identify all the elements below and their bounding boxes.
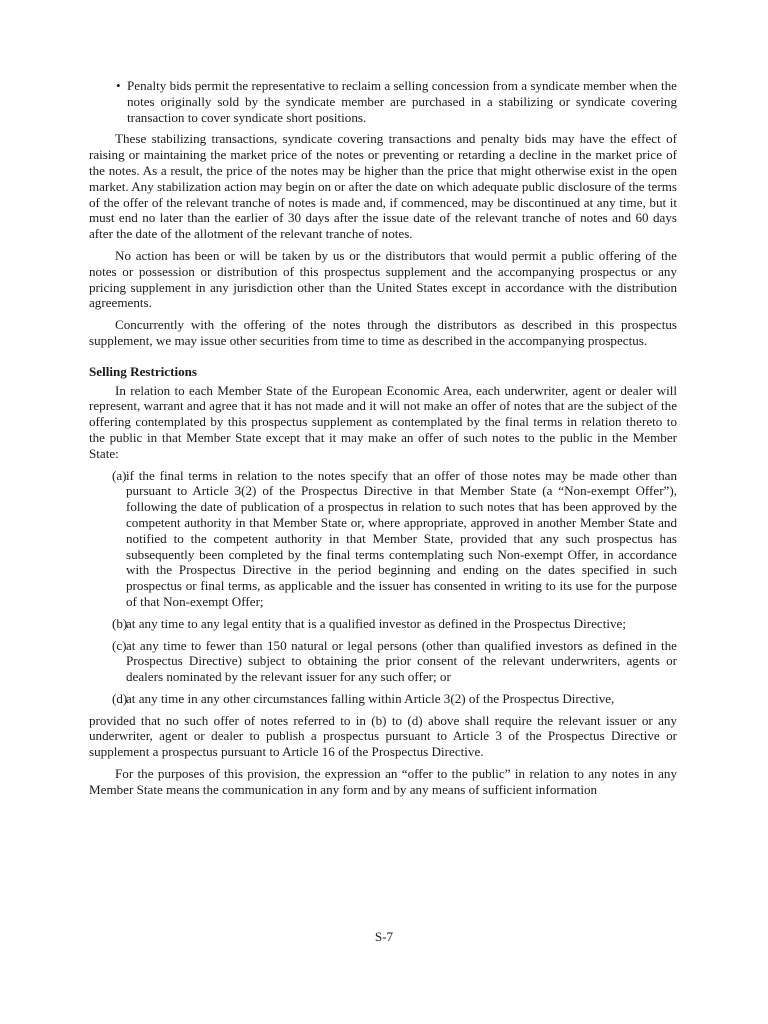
- list-item-text: at any time to fewer than 150 natural or legal persons (other than qualified investors as defined in the Prospectus Directive) subject to obtaining the prior consent of the relevant underwriters, agents or dealers nominated by the relevant issuer for any such offer; or: [126, 637, 677, 685]
- list-marker: (d): [112, 690, 128, 706]
- page-number: S-7: [374, 929, 394, 944]
- list-marker: (a): [112, 467, 127, 483]
- list-item-text: if the final terms in relation to the notes specify that an offer of those notes may be made other than pursuant to Article 3(2) of the Prospectus Directive in that Member State (a “Non-exempt Offer”), following the date of publication of a prospectus in relation to such notes that has been approved by the competent authority in that Member State or, where appropriate, approved in another Member State and notified to the competent authority in that Member State, provided that any such prospectus has subsequently been completed by the final terms contemplating such Non-exempt Offer, in accordance with the Prospectus Directive in the period beginning and ending on the dates specified in such prospectus or final terms, as applicable and the issuer has consented in writing to its use for the purpose of that Non-exempt Offer;: [126, 467, 677, 609]
- section-heading: Selling Restrictions: [89, 363, 198, 379]
- list-marker: (b): [112, 615, 128, 631]
- paragraph-concurrently: Concurrently with the offering of the notes through the distributors as described in this prospectus supplement, we may issue other securities from time to time as described in the accompanying prospectus.: [89, 317, 677, 348]
- list-marker: (c): [112, 637, 127, 653]
- list-item-b: [89, 616, 677, 632]
- paragraph-selling-intro: In relation to each Member State of the European Economic Area, each underwriter, agent or dealer will represent, warrant and agree that it has not made and it will not make an offer of notes that are the subject of the offering contemplated by this prospectus supplement as contemplated by the final terms in relation thereto to the public in that Member State except that it may make an offer of such notes to the public in the Member State:: [89, 382, 677, 461]
- restrictions-list: [89, 468, 677, 707]
- document-page: [89, 78, 677, 804]
- list-item-d: [89, 691, 677, 707]
- bullet-list: [89, 78, 677, 125]
- list-item-text: at any time in any other circumstances falling within Article 3(2) of the Prospectus Directive,: [126, 690, 615, 706]
- bullet-item: [89, 78, 677, 125]
- paragraph-purposes: For the purposes of this provision, the expression an “offer to the public” in relation to any notes in any Member State means the communication in any form and by any means of sufficient information: [89, 766, 677, 797]
- paragraph-provided: provided that no such offer of notes referred to in (b) to (d) above shall require the relevant issuer or any underwriter, agent or dealer to publish a prospectus pursuant to Article 3 of the Prospectus Directive or supplement a prospectus pursuant to Article 16 of the Prospectus Directive.: [89, 712, 677, 760]
- bullet-text: Penalty bids permit the representative to reclaim a selling concession from a syndicate member when the notes originally sold by the syndicate member are purchased in a stabilizing or syndicate covering transaction to cover syndicate short positions.: [127, 78, 677, 125]
- list-item-c: [89, 638, 677, 685]
- bullet-icon: •: [116, 78, 121, 93]
- list-item-text: at any time to any legal entity that is a qualified investor as defined in the Prospectus Directive;: [126, 615, 626, 631]
- paragraph-no-action: No action has been or will be taken by us or the distributors that would permit a public offering of the notes or possession or distribution of this prospectus supplement and the accompanying prospectus or any pricing supplement in any jurisdiction other than the United States except in accordance with the distribution agreements.: [89, 247, 677, 311]
- list-item-a: [89, 468, 677, 610]
- paragraph-stabilizing: These stabilizing transactions, syndicate covering transactions and penalty bids may have the effect of raising or maintaining the market price of the notes or preventing or retarding a decline in the market price of the notes. As a result, the price of the notes may be higher than the price that might otherwise exist in the open market. Any stabilization action may begin on or after the date on which adequate public disclosure of the terms of the offer of the relevant tranche of notes is made and, if commenced, may be discontinued at any time, but it must end no later than the earlier of 30 days after the issue date of the relevant tranche of notes and 60 days after the date of the allotment of the relevant tranche of notes.: [89, 131, 677, 242]
